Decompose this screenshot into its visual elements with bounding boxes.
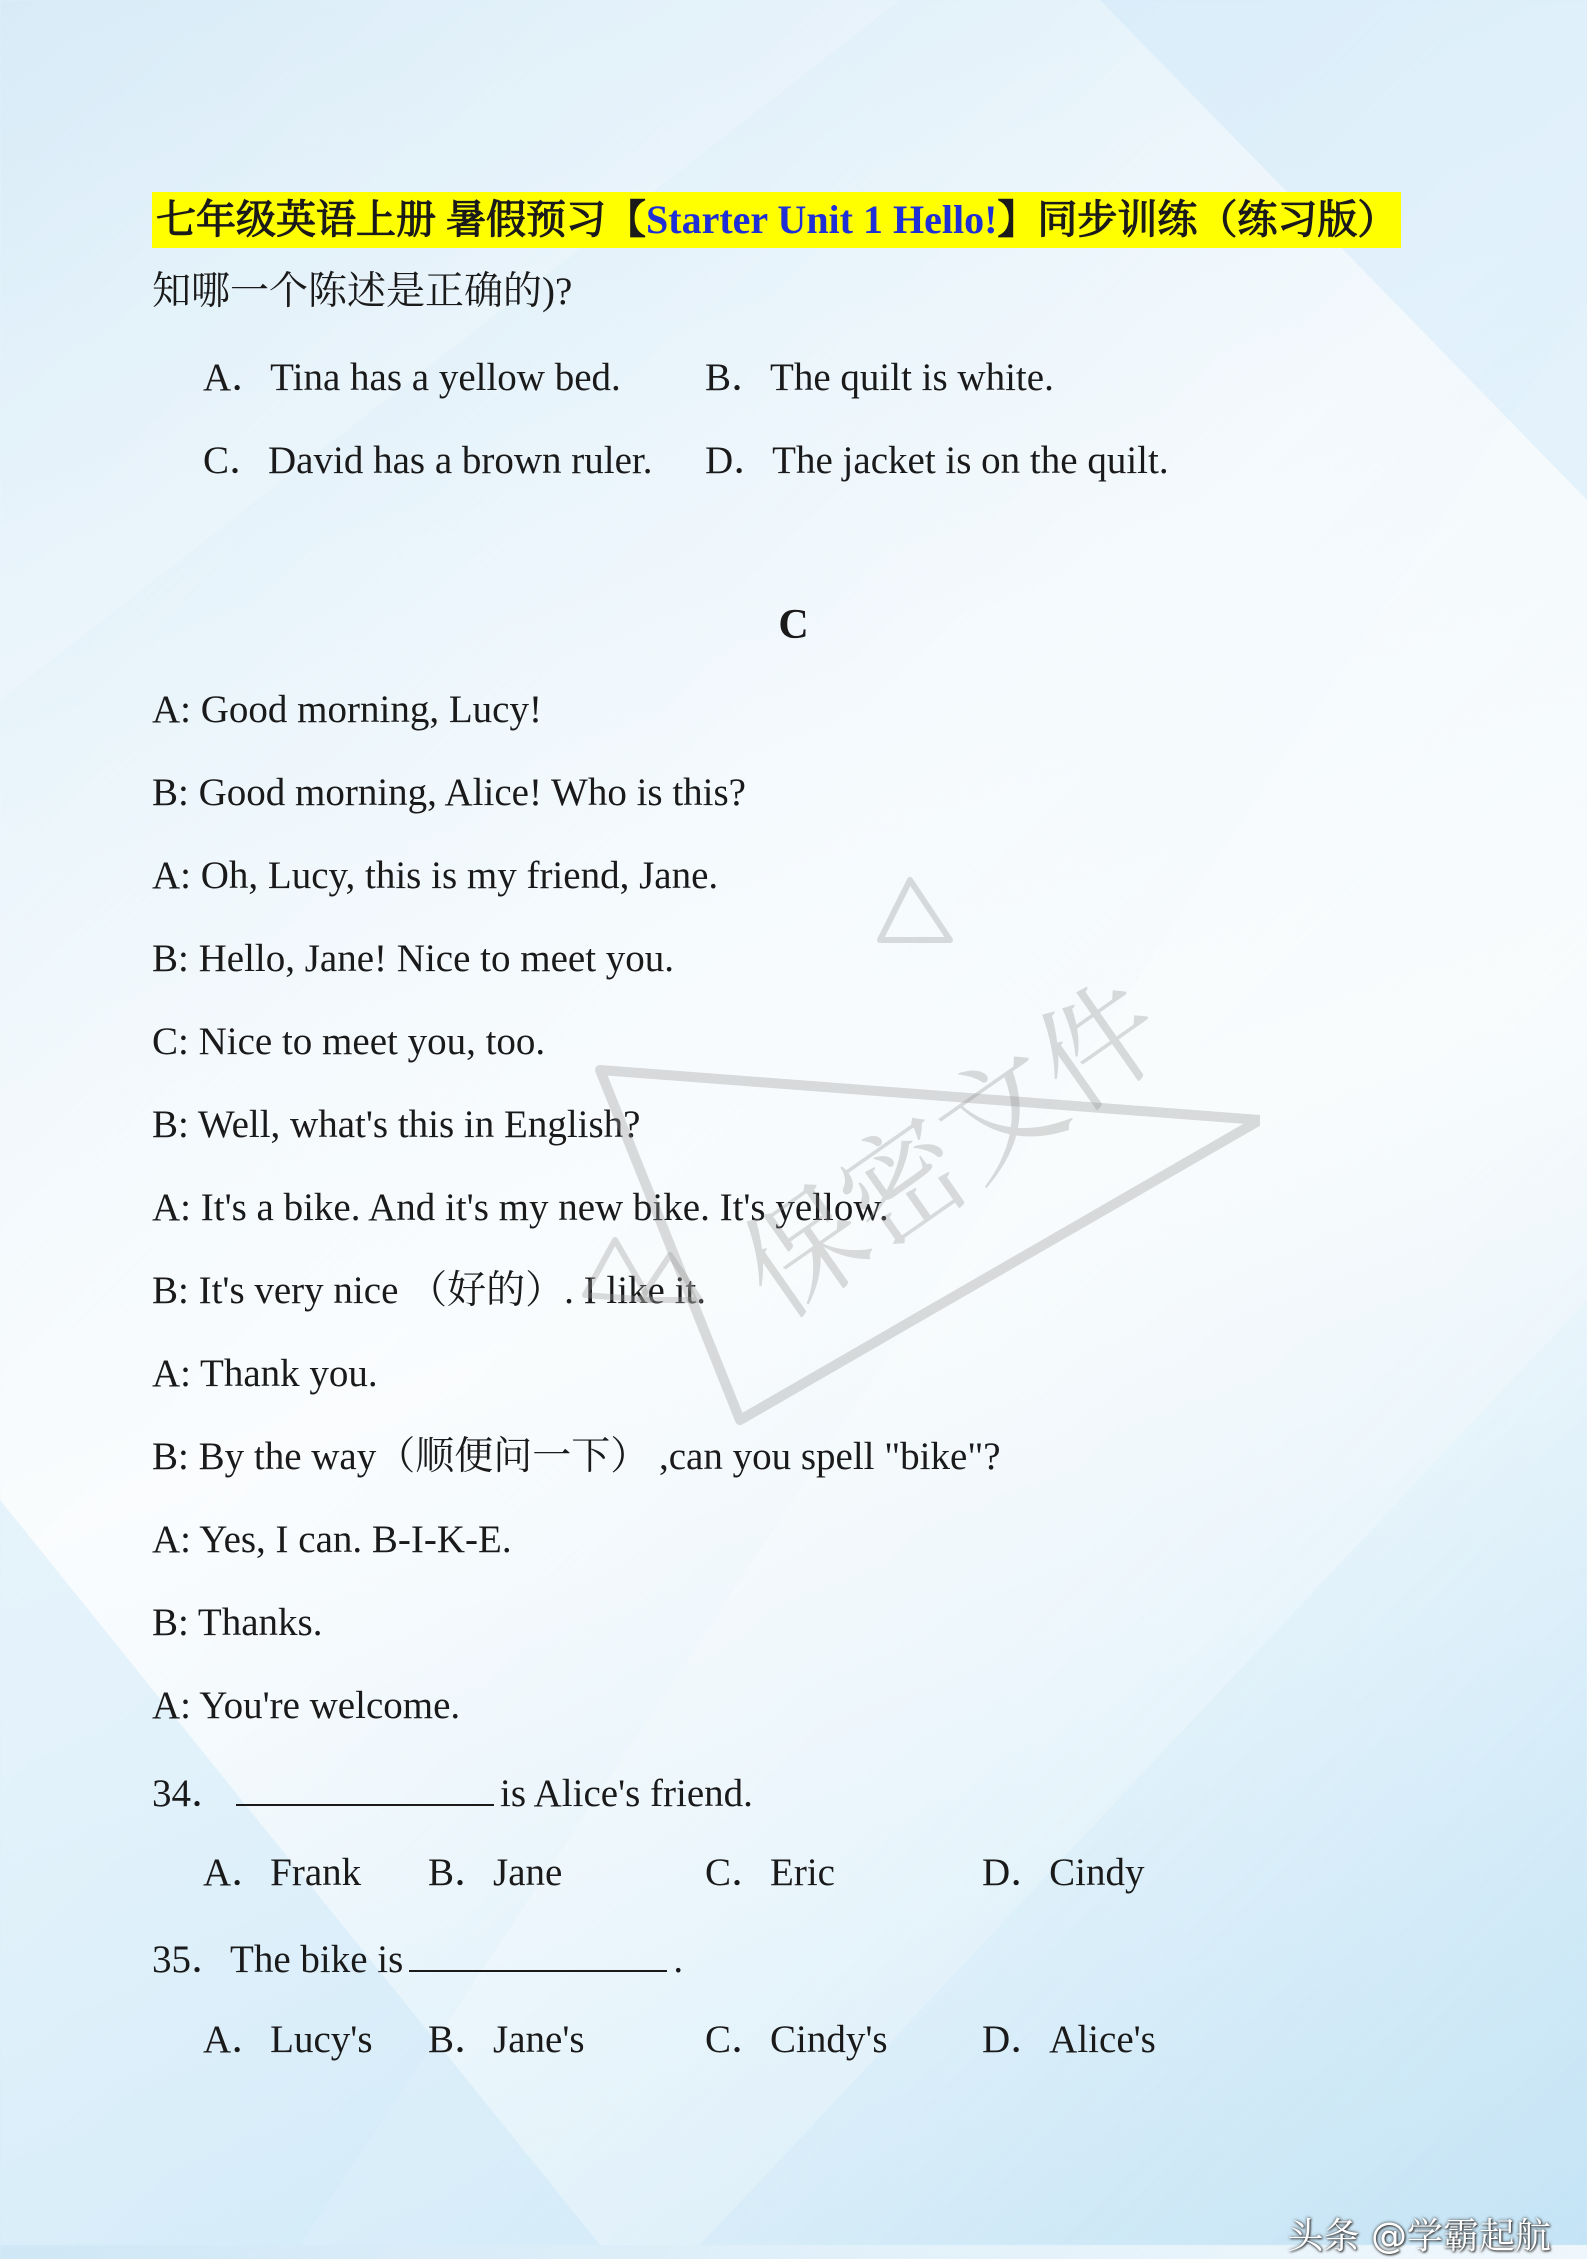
q34-option-c: C．Eric [705, 1851, 835, 1894]
title-unit-name: Starter Unit 1 Hello! [646, 197, 998, 242]
stamp-text: 保密文件 [716, 955, 1190, 1345]
title-cn-suffix: 】同步训练（练习版） [997, 197, 1398, 242]
question-text-end: . [673, 1938, 684, 1981]
question-34 [152, 1766, 753, 1818]
dialogue-line: A: Yes, I can. B-I-K-E. [152, 1518, 512, 1561]
dialogue-line: B: Well, what's this in English? [152, 1103, 641, 1146]
q34-option-a: A．Frank [203, 1851, 362, 1894]
question-text: is Alice's friend. [500, 1772, 753, 1815]
section-heading: C [778, 602, 809, 648]
title-cn-prefix: 七年级英语上册 暑假预习【 [156, 197, 646, 242]
q35-option-b: B．Jane's [428, 2018, 585, 2061]
footer-watermark: 头条 @学霸起航 [1287, 2216, 1551, 2257]
q34-option-d: D．Cindy [982, 1851, 1145, 1894]
dialogue-line: C: Nice to meet you, too. [152, 1020, 546, 1063]
dialogue-line: B: By the way（顺便问一下） ,can you spell "bike"? [152, 1435, 1001, 1478]
dialogue-line: B: It's very nice （好的）. I like it. [152, 1269, 707, 1312]
confidential-stamp-watermark [480, 860, 1260, 1460]
question-tail: 知哪一个陈述是正确的)? [152, 270, 573, 313]
dialogue-line: A: You're welcome. [152, 1684, 461, 1727]
question-number: 34． [152, 1772, 231, 1815]
q34-option-b: B．Jane [428, 1851, 563, 1894]
question-number: 35． [152, 1938, 231, 1981]
q35-option-a: A．Lucy's [203, 2018, 373, 2061]
question-35 [152, 1932, 683, 1984]
page-title [152, 192, 1401, 248]
answer-blank[interactable] [236, 1766, 494, 1806]
carry-option-c: C．David has a brown ruler. [203, 439, 653, 482]
dialogue-line: A: Oh, Lucy, this is my friend, Jane. [152, 854, 719, 897]
dialogue-line: A: Thank you. [152, 1352, 378, 1395]
carry-option-b: B．The quilt is white. [705, 356, 1054, 399]
carry-option-a: A．Tina has a yellow bed. [203, 356, 621, 399]
carry-option-d: D．The jacket is on the quilt. [705, 439, 1169, 482]
dialogue-line: A: Good morning, Lucy! [152, 688, 542, 731]
q35-option-d: D．Alice's [982, 2018, 1156, 2061]
dialogue-line: B: Thanks. [152, 1601, 323, 1644]
dialogue-line: B: Hello, Jane! Nice to meet you. [152, 937, 675, 980]
question-text: The bike is [230, 1938, 404, 1981]
q35-option-c: C．Cindy's [705, 2018, 888, 2061]
answer-blank[interactable] [409, 1932, 667, 1972]
dialogue-line: B: Good morning, Alice! Who is this? [152, 771, 746, 814]
dialogue-line: A: It's a bike. And it's my new bike. It's yellow. [152, 1186, 889, 1229]
